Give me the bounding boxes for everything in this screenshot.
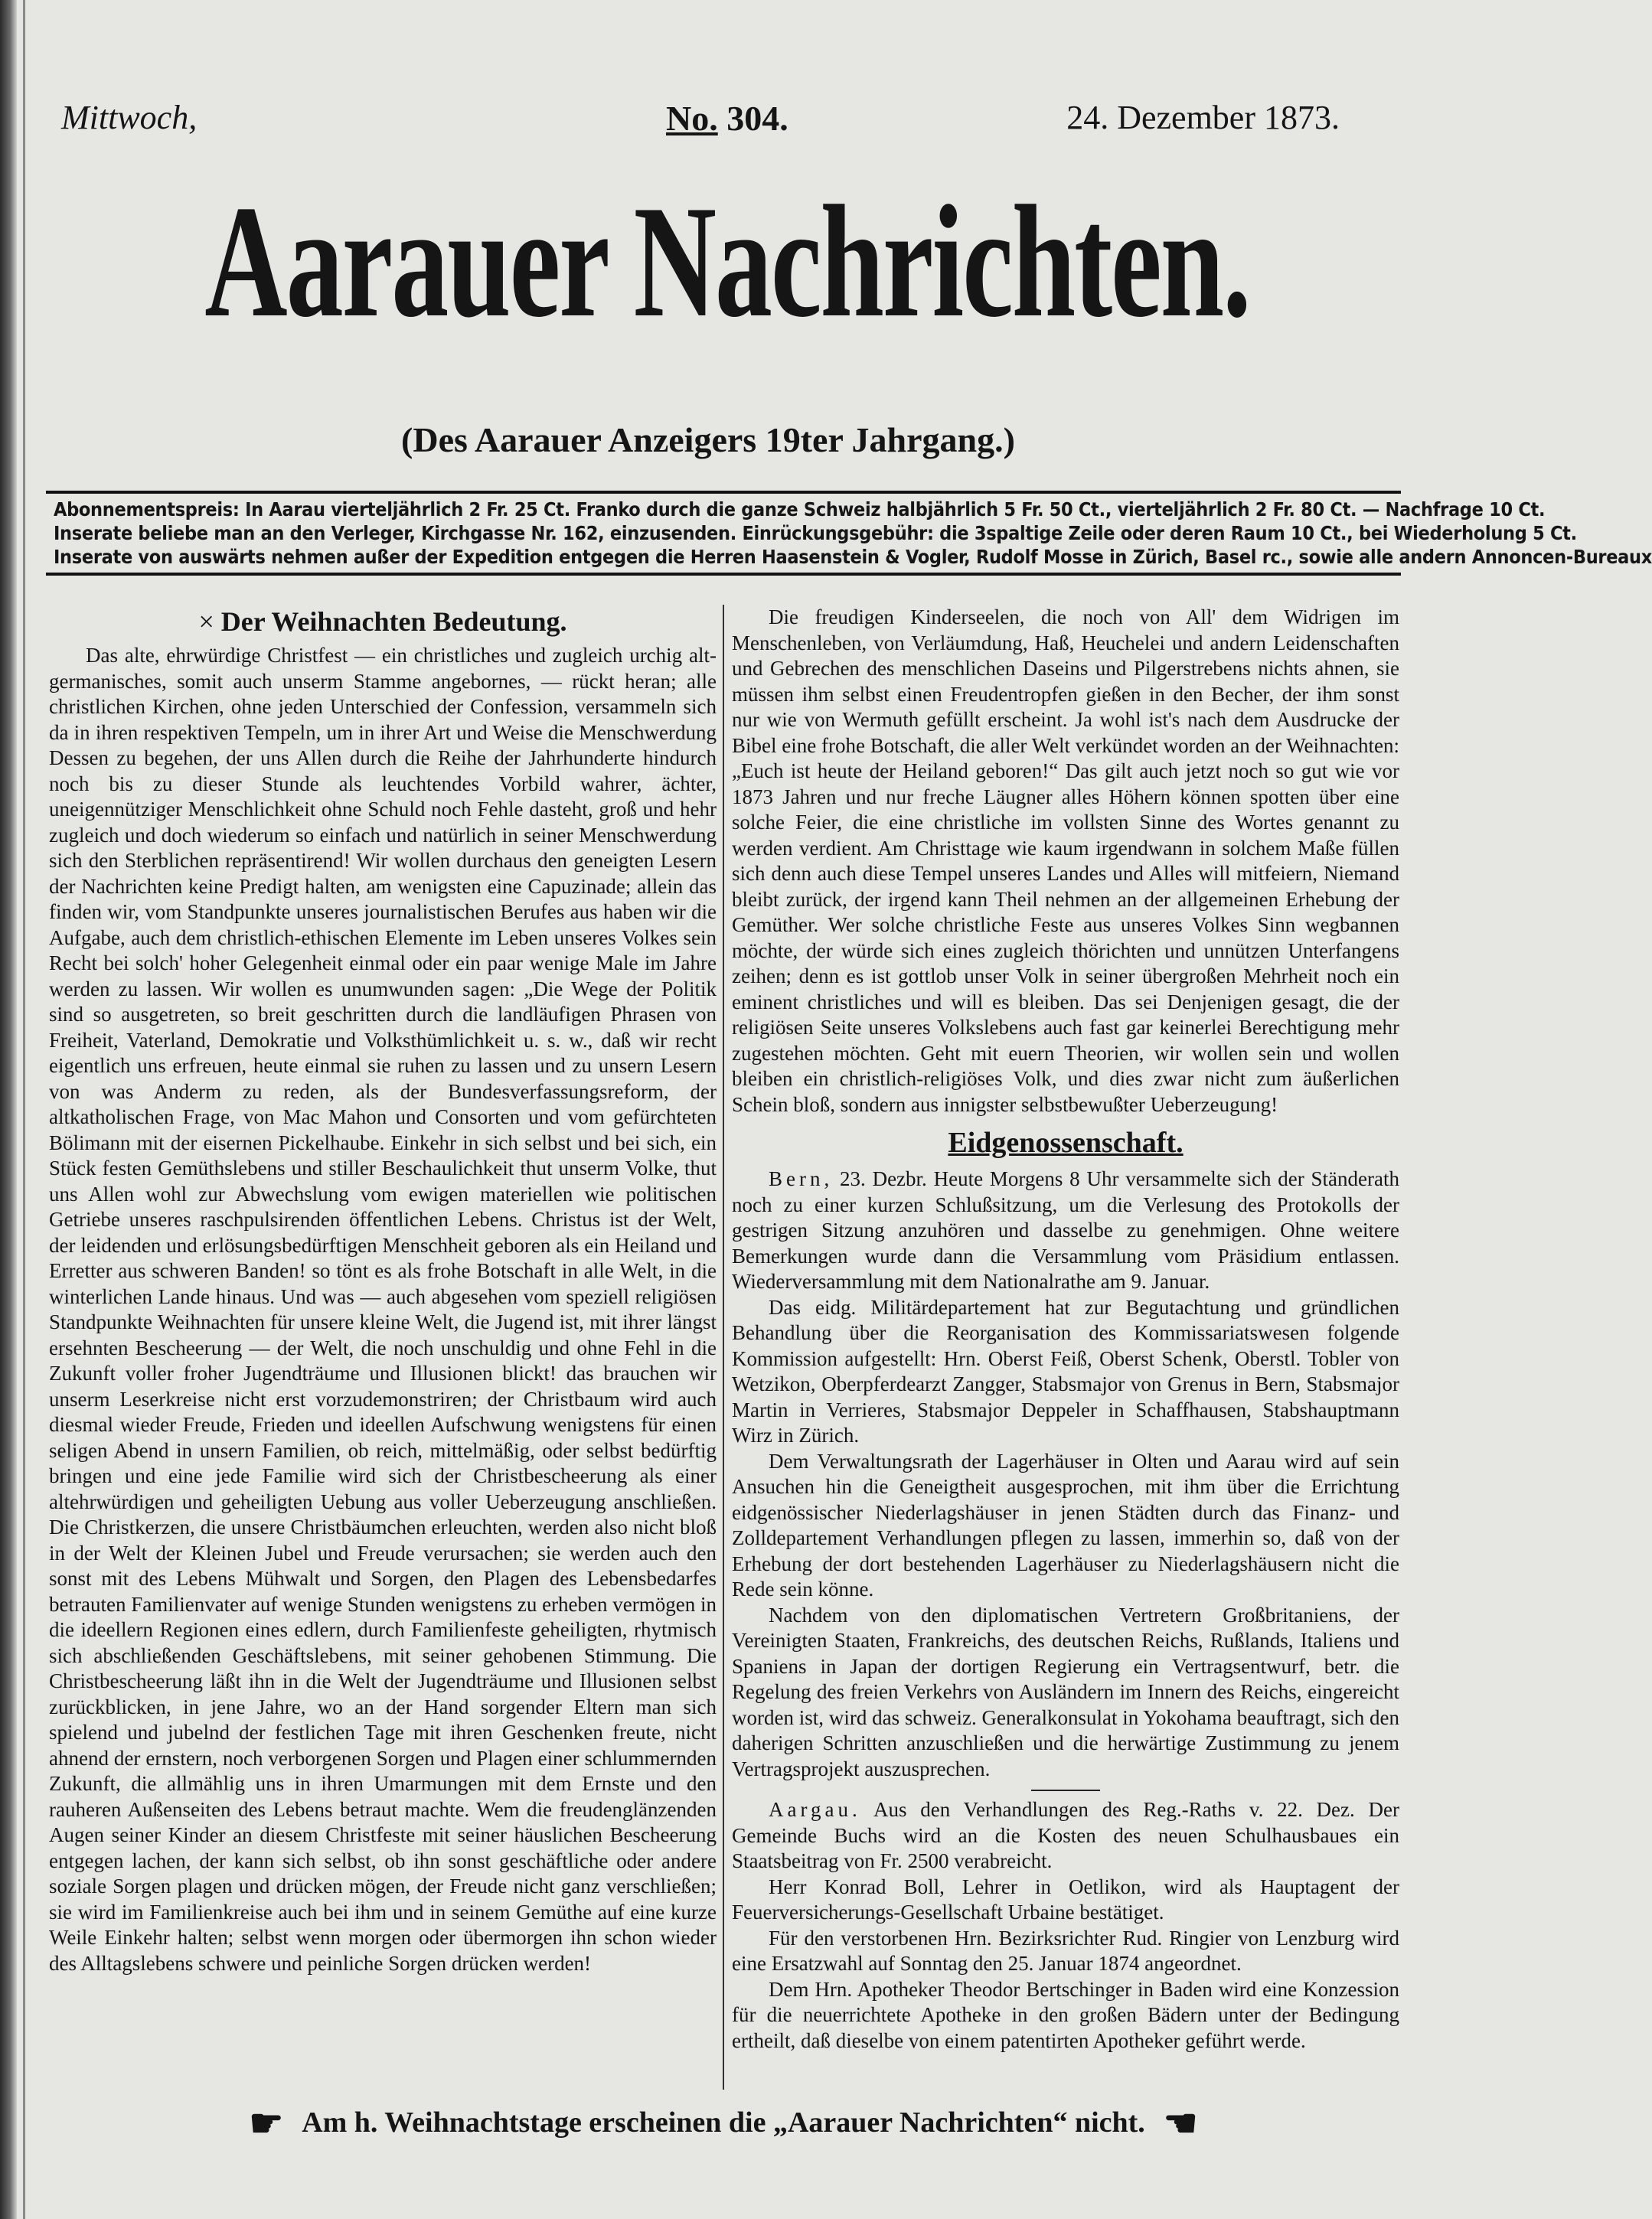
page-edge-line xyxy=(23,0,25,2219)
masthead-rule-bottom xyxy=(46,573,1401,576)
dateline-aargau: Aargau. xyxy=(769,1798,861,1821)
subscription-price-line: Abonnementspreis: In Aarau vierteljährlich 2 Fr. 25 Ct. Franko durch die ganze Schweiz halbjährlich 5 Fr. 50 Ct., vierteljährlich 2 Fr. 80 Ct. — Nachfrage 10 Ct. xyxy=(54,498,1546,520)
article-column-left xyxy=(49,605,717,1976)
issue-number xyxy=(666,98,788,139)
pointing-hand-left-icon: ☚ xyxy=(1163,2102,1198,2145)
newspaper-title: Aarauer Nachrichten. xyxy=(204,172,1250,351)
news-item-japan: Nachdem von den diplomatischen Vertretern Großbritaniens, der Vereinigten Staaten, Frankreichs, des deutschen Reichs, Rußlands, Italiens und Spaniens in Japan der dortigen Regierung ein Vertragsentwurf, betr. die Regelung des freien Verkehrs von Ausländern im Innern des Reichs, eingereicht worden ist, wird das schweiz. Generalkonsulat in Yokohama beauftragt, sich den daherigen Schritten anzuschließen und die herwärtige Zustimmung zu jenem Vertragsprojekt auszusprechen. xyxy=(732,1603,1399,1780)
cross-mark-icon: × xyxy=(198,606,214,637)
masthead-rule-top xyxy=(46,491,1401,494)
article-heading xyxy=(49,605,717,638)
news-item-ringier: Für den verstorbenen Hrn. Bezirksrichter Rud. Ringier von Lenzburg wird eine Ersatzwahl auf Sonntag den 25. Januar 1874 angeordnet. xyxy=(732,1926,1399,1975)
news-item-boll: Herr Konrad Boll, Lehrer in Oetlikon, wird als Hauptagent der Feuerversicherungs-Gesellschaft Urbaine bestätiget. xyxy=(732,1875,1399,1924)
news-item-warehouses: Dem Verwaltungsrath der Lagerhäuser in Olten und Aarau wird auf sein Ansuchen hin die Geneigtheit ausgesprochen, mit ihm über die Errichtung eidgenössischer Niederlagshäuser in jenen Städten durch das Finanz- und Zolldepartement Verhandlungen pflegen zu lassen, immerhin so, daß von der Erhebung der dort bestehenden Lagerhäuser zu Niederlagshäusern nicht die Rede sein könne. xyxy=(732,1449,1399,1601)
dateline-bern: Bern, xyxy=(769,1167,834,1190)
news-item-bern xyxy=(732,1167,1399,1295)
section-divider xyxy=(1031,1790,1100,1791)
section-heading-eidgenossenschaft: Eidgenossenschaft. xyxy=(948,1127,1183,1159)
holiday-notice xyxy=(46,2101,1401,2146)
article-title: Der Weihnachten Bedeutung. xyxy=(220,606,567,637)
article-text-left: Das alte, ehrwürdige Christfest — ein christliches und zugleich urchig alt-germanisches, somit auch unserm Stamme angebornes, — rückt heran; alle christlichen Kirchen, ohne jeden Unterschied der Confession, versammeln sich da in ihren respektiven Tempeln, um in ihrer Art und Weise die Menschwerdung Dessen zu begehen, der uns Allen durch die Reihe der Jahrhunderte hindurch noch bis zu dieser Stunde als leuchtendes Vorbild wahrer, ächter, uneigennütziger Menschlichkeit ohne Schuld noch Fehle dasteht, groß und hehr zugleich und doch wiederum so einfach und natürlich in seiner Menschwerdung sich den Sterblichen repräsentirend! Wir wollen durchaus den geneigten Lesern der Nachrichten keine Predigt halten, am wenigsten eine Capuzinade; allein das finden wir, vom Standpunkte unseres journalistischen Berufes aus haben wir die Aufgabe, auch dem christlich-ethischen Elemente im Leben unseres Volkes sein Recht bei solch' hoher Gelegenheit einmal oder ein paar wenige Male im Jahre werden zu lassen. Wir wollen es unumwunden sagen: „Die Wege der Politik sind so ausgetreten, so breit geschritten durch die landläufigen Phrasen von Freiheit, Vaterland, Demokratie und Volksthümlichkeit u. s. w., daß wir recht eigentlich uns erfreuen, heute einmal sie ruhen zu lassen und zu unsern Lesern von was Anderm zu reden, als der Bundesverfassungsreform, der altkatholischen Frage, von Mac Mahon und Consorten und vom gefürchteten Bölimann mit der eisernen Pickelhaube. Einkehr in sich selbst und bei sich, ein Stück festen Gemüthslebens und stiller Beschaulichkeit thut unserm Volke, thut uns Allen wohl zur Abwechslung vom ewigen materiellen wie politischen Getriebe unseres raschpulsirenden öffentlichen Lebens. Christus ist der Welt, der leidenden und erlösungsbedürftigen Menschheit geboren als ein Heiland und Erretter aus schweren Banden! so tönt es als frohe Botschaft in alle Welt, in die winterlichen Lande hinaus. Und was — auch abgesehen vom speziell religiösen Standpunkte Weihnachten für unsere kleine Welt, die Jugend ist, mit ihrer längst ersehnten Bescheerung — der Welt, die noch unschuldig und ohne Fehl in die Zukunft voller froher Jugendträume und Illusionen blickt! das brauchen wir unserm Leserkreise nicht erst vorzudemonstriren; der Christbaum wird auch diesmal wieder Freude, Frieden und ideellen Aufschwung wenigstens für einen seligen Abend in unsern Familien, ob reich, mittelmäßig, oder selbst bedürftig bringen und eine jede Familie wird sich der Christbescheerung als einer altehrwürdigen und geheiligten Uebung aus voller Ueberzeugung anschließen. Die Christkerzen, die unsere Christbäumchen erleuchten, werden also nicht bloß in der Welt der Kleinen Jubel und Freude verursachen; sie werden auch den sonst mit des Lebens Mühwalt und Sorgen, den Plagen des Lebensbedarfes betrauten Familienvater auf wenige Stunden wenigstens zu erheben vermögen in die ideellern Regionen eines edlern, durch Familienfeste geheiligten, rhytmisch sich abschließenden Geschäftslebens, mit seiner gehobenen Stimmung. Die Christbescheerung läßt ihn in die Welt der Jugendträume und Illusionen selbst zurückblicken, in jene Jahre, wo an der Hand sorgender Eltern man sich spielend und jubelnd der festlichen Tage mit ihren Geschenken freute, nicht ahnend der ernstern, noch verborgenen Sorgen und Plagen einer schlummernden Zukunft, die allmählig uns in ihren Umarmungen mit dem Ernste und den rauheren Außenseiten des Lebens betraut machte. Wem die freudenglänzenden Augen seiner Kinder an diesem Christfeste mit seiner häuslichen Bescheerung entgegen lachen, der kann sich selbst, ob ihn sonst geschäftliche oder andere soziale Sorgen plagen und drücken mögen, der Freude nicht ganz verschließen; sie wird im Familienkreise auch bei ihm und in seinem Gemüthe auf eine kurze Weile Einkehr halten; selbst wenn morgen oder übermorgen ihn schon wieder des Alltagslebens schwere und peinliche Sorgen drücken werden! xyxy=(49,644,717,1975)
article-column-right xyxy=(732,605,1399,2054)
news-text: 23. Dezbr. Heute Morgens 8 Uhr versammelte sich der Ständerath noch zu einer kurzen Schlußsitzung, um die Verlesung des Protokolls der gestrigen Sitzung anzuhören und dasselbe zu genehmigen. Ohne weitere Bemerkungen wurde dann die Versammlung vom Präsidium entlassen. Wiederversammlung mit dem Nationalrathe am 9. Januar. xyxy=(732,1167,1399,1293)
ad-agencies-line: Inserate von auswärts nehmen außer der Expedition entgegen die Herren Haasenstein & Vogler, Rudolf Mosse in Zürich, Basel rc., sowie alle andern Annoncen-Bureaux xyxy=(54,546,1652,568)
issue-weekday: Mittwoch, xyxy=(61,99,198,136)
subscription-info xyxy=(54,498,1652,569)
news-item-aargau xyxy=(732,1797,1399,1875)
issue-number-prefix: No. xyxy=(666,99,718,138)
holiday-notice-text: Am h. Weihnachtstage erscheinen die „Aarauer Nachrichten“ nicht. xyxy=(302,2106,1145,2139)
page-edge-shadow xyxy=(0,0,17,2219)
issue-number-value: 304. xyxy=(726,99,788,138)
pointing-hand-right-icon: ☛ xyxy=(249,2102,284,2145)
news-text: Aus den Verhandlungen des Reg.-Raths v. 22. Dez. Der Gemeinde Buchs wird an die Kosten des neuen Schulhausbaues ein Staatsbeitrag von Fr. 2500 verabreicht. xyxy=(732,1798,1399,1872)
news-item-military: Das eidg. Militärdepartement hat zur Begutachtung und gründlichen Behandlung über die Reorganisation des Kommissariatswesen folgende Kommission aufgestellt: Hrn. Oberst Feiß, Oberst Schenk, Oberstl. Tobler von Wetzikon, Oberpferdearzt Zangger, Stabsmajor von Grenus in Bern, Stabsmajor Martin in Verrieres, Stabsmajor Deppeler in Schaffhausen, Stabshauptmann Wirz in Zürich. xyxy=(732,1295,1399,1447)
column-divider xyxy=(723,605,724,2090)
issue-date: 24. Dezember 1873. xyxy=(1066,99,1340,136)
article-text-right: Die freudigen Kinderseelen, die noch von All' dem Widrigen im Menschenleben, von Verläumdung, Haß, Heuchelei und andern Leidenschaften und Gebrechen des menschlichen Daseins und Pilgerstrebens nichts ahnen, sie müssen ihm selbst einen Freudentropfen gießen in den Becher, der ihm sonst nur wie von Wermuth gefüllt erscheint. Ja wohl ist's nach dem Ausdrucke der Bibel eine frohe Botschaft, die aller Welt verkündet worden an der Weihnachten: „Euch ist heute der Heiland geboren!“ Das gilt auch jetzt noch so gut wie vor 1873 Jahren und nur freche Läugner alles Höhern können spotten über eine solche Feier, die eine christliche im vollsten Sinne des Wortes genannt zu werden verdient. Am Christtage wie kaum irgendwann in solchem Maße füllen sich denn auch diese Tempel unseres Landes und Alles will mitfeiern, Niemand bleibt zurück, der irgend kann Theil nehmen an der allgemeinen Erhebung der Gemüther. Wer solche christliche Feste aus unseres Volkes Sinn wegbannen möchte, der würde sich eines zugleich thörichten und unnützen Unterfangens zeihen; denn es ist gottlob unser Volk in seiner übergroßen Mehrheit noch ein eminent christliches und will es bleiben. Das sei Denjenigen gesagt, die der religiösen Seite unseres Volkslebens auch fast gar keinerlei Berechtigung mehr zugestehen möchten. Geht mit euern Theorien, wir wollen sein und wollen bleiben ein christlich-religiöses Volk, und dies zwar nicht zum äußerlichen Schein bloß, sondern aus innigster selbstbewußter Ueberzeugung! xyxy=(732,605,1399,1116)
insertion-fee-line: Inserate beliebe man an den Verleger, Kirchgasse Nr. 162, einzusenden. Einrückungsgebühr: die 3spaltige Zeile oder deren Raum 10 Ct., bei Wiederholung 5 Ct. xyxy=(54,522,1577,544)
news-item-bertschinger: Dem Hrn. Apotheker Theodor Bertschinger in Baden wird eine Konzession für die neuerrichtete Apotheke in den großen Bädern unter der Bedingung ertheilt, daß dieselbe von einem patentirten Apotheker geführt werde. xyxy=(732,1977,1399,2052)
newspaper-subtitle: (Des Aarauer Anzeigers 19ter Jahrgang.) xyxy=(401,420,1015,459)
